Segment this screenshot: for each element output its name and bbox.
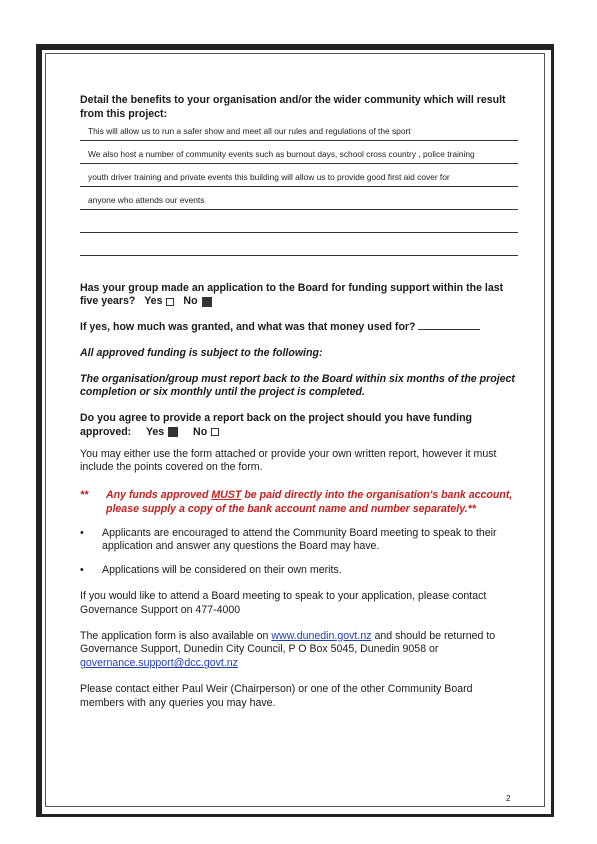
granted-question bbox=[80, 321, 518, 335]
bank-notice-pre: Any funds approved bbox=[106, 489, 212, 502]
attend-note: If you would like to attend a Board meeting to speak to your application, please contact Governance Support on 477-4000 bbox=[80, 590, 487, 616]
bank-notice-post: be paid directly into the organisation's bank account, please supply a copy of the bank account name and number separately.** bbox=[106, 489, 513, 515]
bullet-icon: • bbox=[80, 564, 84, 577]
report-yes-checkbox[interactable] bbox=[168, 427, 178, 437]
page-number: 2 bbox=[506, 794, 511, 803]
benefits-answer-lines bbox=[80, 122, 518, 256]
funding-yes-label: Yes bbox=[144, 295, 163, 308]
availability-pre: The application form is also available on bbox=[80, 629, 272, 642]
contact-note: Please contact either Paul Weir (Chairperson) or one of the other Community Board members with any queries you may have. bbox=[80, 682, 473, 709]
list-item bbox=[80, 527, 518, 555]
bank-notice-must: MUST bbox=[211, 489, 242, 502]
website-link[interactable]: www.dunedin.govt.nz bbox=[271, 629, 372, 642]
answer-line[interactable] bbox=[80, 210, 518, 233]
report-note: You may either use the form attached or provide your own written report, however it must include the points covered on the form. bbox=[80, 447, 497, 474]
report-no-checkbox[interactable] bbox=[211, 428, 219, 436]
report-no-label: No bbox=[193, 425, 208, 438]
availability-mid: and should be returned to Governance Support, Dunedin City Council, P O Box 5045, Dunedin 9058 or bbox=[80, 629, 496, 656]
granted-question-text: If yes, how much was granted, and what was that money used for? bbox=[80, 321, 416, 334]
report-yes-label: Yes bbox=[145, 425, 165, 438]
bank-notice-stars: ** bbox=[80, 489, 89, 502]
answer-text: We also host a number of community events such as burnout days, school cross country , police training bbox=[88, 148, 475, 159]
report-condition: The organisation/group must report back to the Board within six months of the project completion or six monthly until the project is completed. bbox=[80, 372, 515, 399]
answer-text: anyone who attends our events bbox=[88, 194, 205, 205]
answer-line[interactable] bbox=[80, 122, 518, 141]
answer-line[interactable] bbox=[80, 141, 518, 164]
answer-line[interactable] bbox=[80, 164, 518, 187]
bank-notice-text bbox=[106, 489, 518, 517]
availability-note bbox=[80, 630, 518, 671]
answer-text: youth driver training and private events this building will allow us to provide good first aid cover for bbox=[88, 171, 450, 182]
bullet-text: Applicants are encouraged to attend the Community Board meeting to speak to their application and answer any questions the Board may have. bbox=[102, 526, 497, 553]
funding-yes-checkbox[interactable] bbox=[166, 298, 174, 306]
benefits-heading: Detail the benefits to your organisation and/or the wider community which will result from this project: bbox=[80, 94, 506, 120]
bullet-icon: • bbox=[80, 526, 84, 539]
conditions-heading: All approved funding is subject to the following: bbox=[80, 346, 323, 359]
funding-question bbox=[80, 282, 518, 310]
answer-line[interactable] bbox=[80, 233, 518, 256]
bank-notice bbox=[80, 489, 518, 517]
list-item bbox=[80, 564, 518, 578]
email-link[interactable]: governance.support@dcc.govt.nz bbox=[80, 657, 238, 670]
form-content bbox=[80, 94, 518, 710]
funding-no-checkbox[interactable] bbox=[202, 297, 212, 307]
granted-answer-field[interactable] bbox=[418, 321, 480, 330]
answer-text: This will allow us to run a safer show and meet all our rules and regulations of the sport bbox=[88, 125, 411, 136]
funding-no-label: No bbox=[183, 295, 198, 308]
answer-line[interactable] bbox=[80, 187, 518, 210]
report-question-text: Do you agree to provide a report back on the project should you have funding approved: bbox=[80, 412, 473, 438]
report-question bbox=[80, 412, 518, 440]
bullet-text: Applications will be considered on their own merits. bbox=[102, 564, 342, 577]
funding-question-text: Has your group made an application to the Board for funding support within the last five years? bbox=[80, 281, 504, 308]
